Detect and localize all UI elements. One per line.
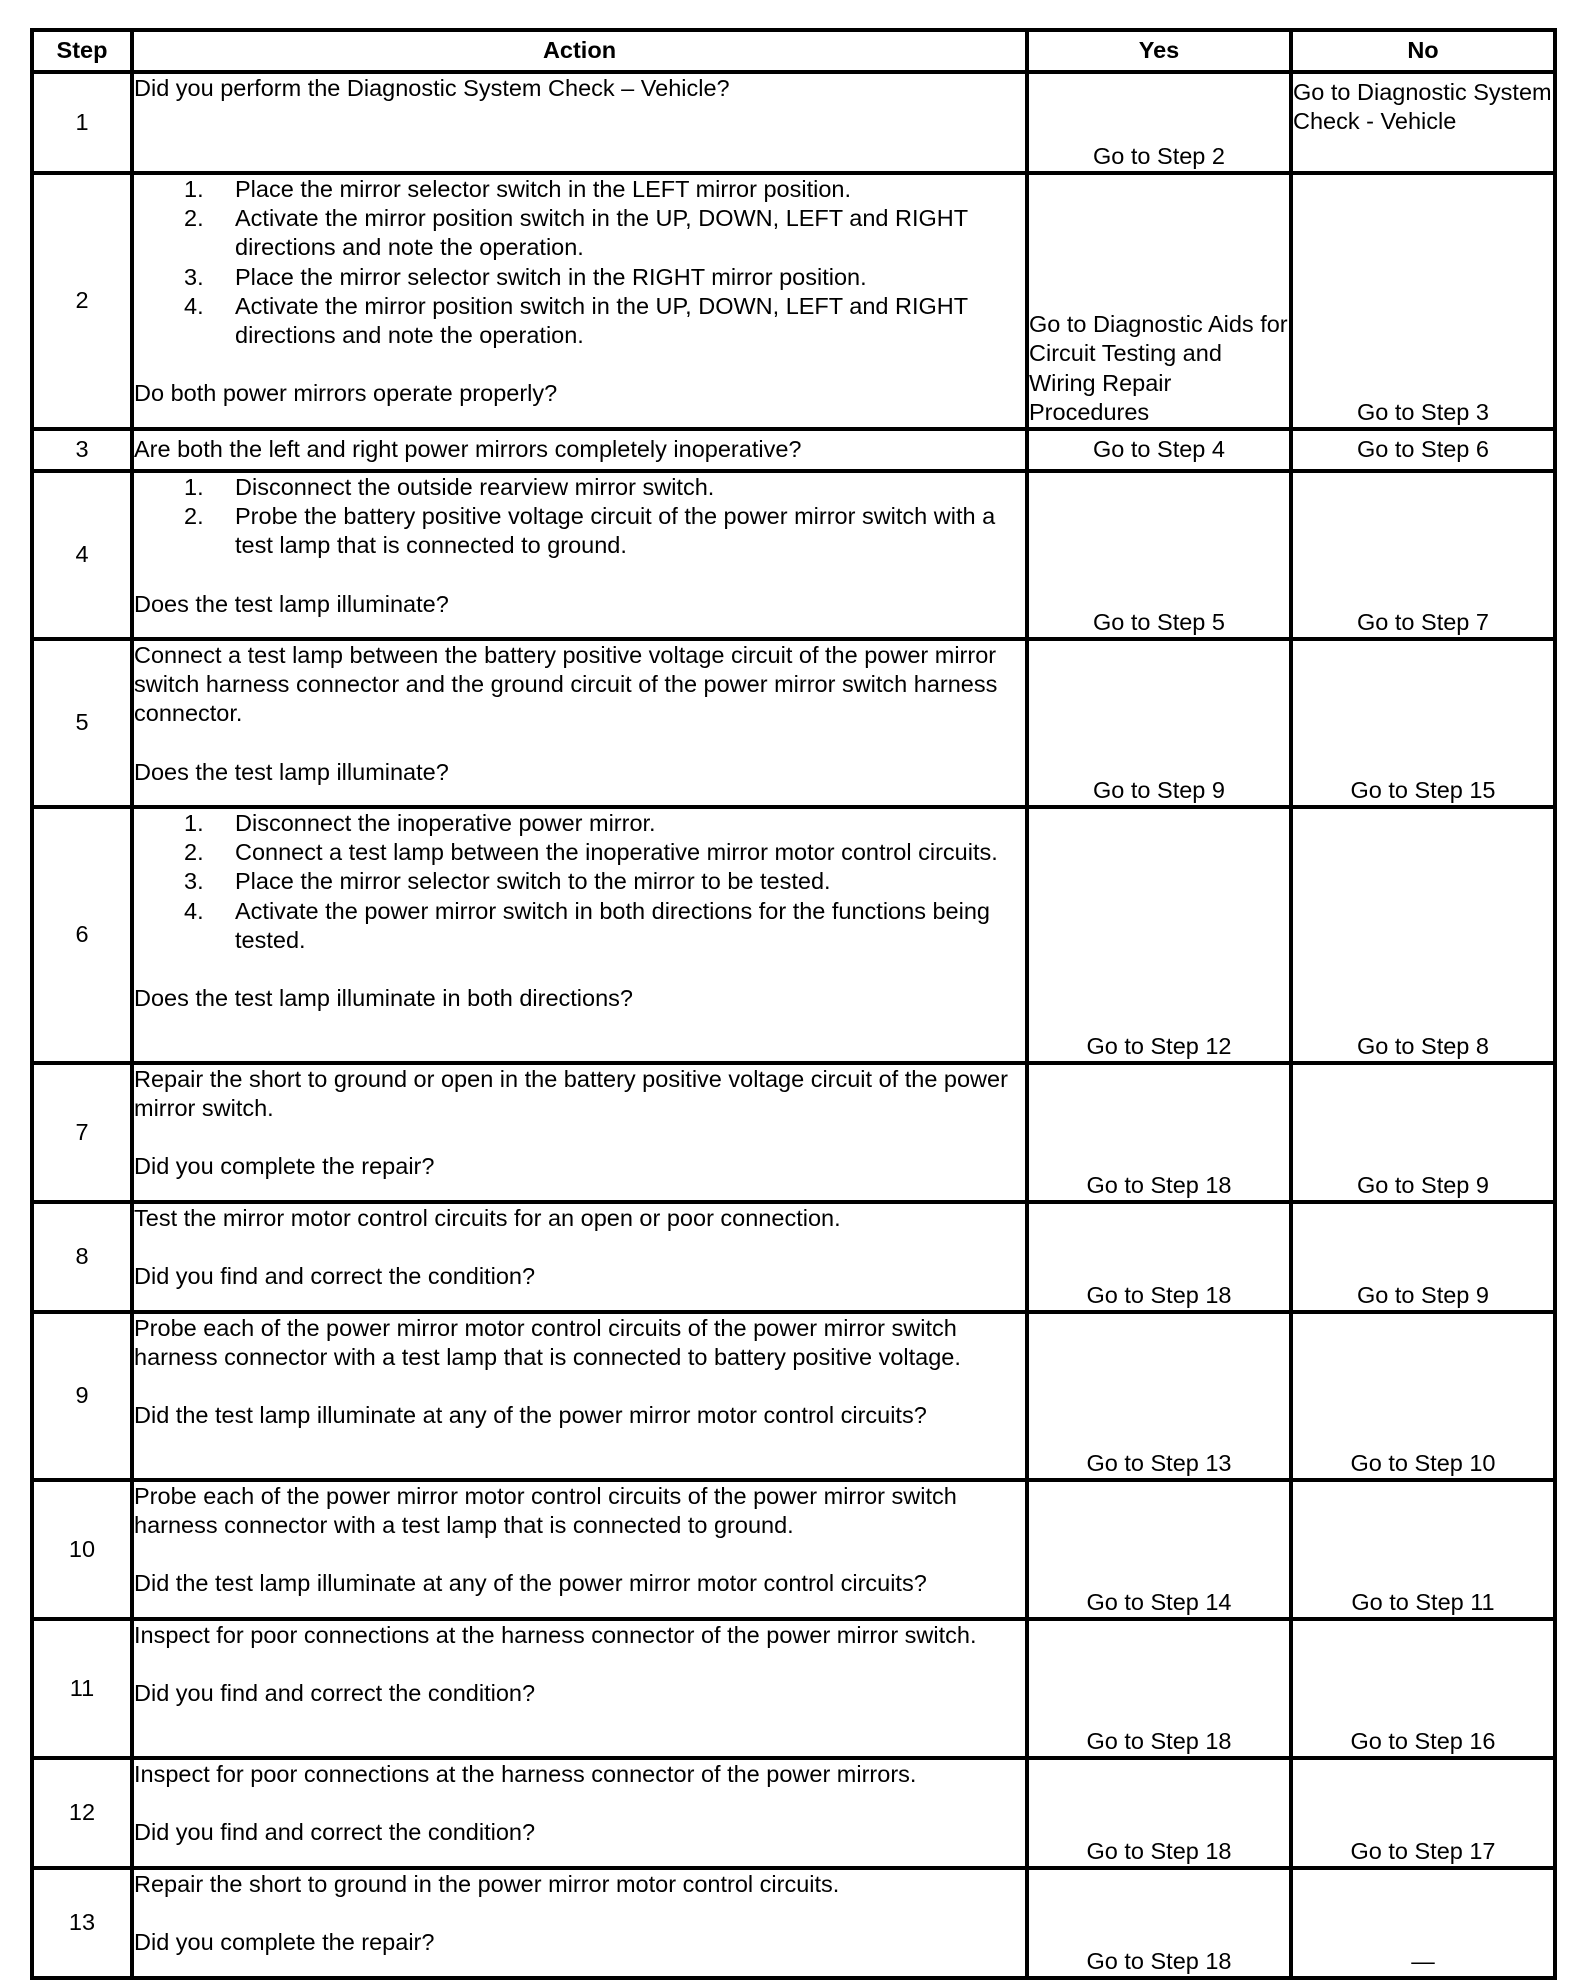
yes-cell: Go to Step 5 bbox=[1027, 471, 1291, 639]
table-row bbox=[32, 173, 1555, 429]
action-question: Does the test lamp illuminate in both directions? bbox=[134, 985, 633, 1012]
table-row bbox=[32, 429, 1555, 471]
action-cell bbox=[132, 639, 1027, 807]
step-number: 1 bbox=[32, 72, 132, 173]
table-row bbox=[32, 1619, 1555, 1758]
action-text: Connect a test lamp between the battery positive voltage circuit of the power mirror switch harness connector and the ground circuit of the power mirror switch harness connector. bbox=[134, 642, 998, 727]
action-text: Test the mirror motor control circuits for an open or poor connection. bbox=[134, 1205, 841, 1231]
table-row bbox=[32, 1868, 1555, 1978]
header-action: Action bbox=[132, 30, 1027, 72]
no-cell: Go to Step 11 bbox=[1291, 1480, 1555, 1619]
action-text: Inspect for poor connections at the harness connector of the power mirror switch. bbox=[134, 1622, 977, 1648]
action-cell bbox=[132, 1868, 1027, 1978]
yes-cell: Go to Step 14 bbox=[1027, 1480, 1291, 1619]
action-cell bbox=[132, 429, 1027, 471]
action-text: Repair the short to ground in the power mirror motor control circuits. bbox=[134, 1871, 840, 1897]
action-question: Did you find and correct the condition? bbox=[134, 1263, 536, 1290]
no-cell: Go to Diagnostic System Check - Vehicle bbox=[1291, 72, 1555, 173]
action-question: Did you complete the repair? bbox=[134, 1153, 435, 1180]
step-number: 11 bbox=[32, 1619, 132, 1758]
action-steps bbox=[134, 473, 1025, 561]
action-cell bbox=[132, 1758, 1027, 1868]
yes-cell: Go to Step 12 bbox=[1027, 807, 1291, 1063]
action-step: 4. Activate the mirror position switch in the UP, DOWN, LEFT and RIGHT directions and note the operation. bbox=[184, 292, 968, 349]
no-cell: Go to Step 8 bbox=[1291, 807, 1555, 1063]
table-row bbox=[32, 1202, 1555, 1312]
step-number: 10 bbox=[32, 1480, 132, 1619]
action-cell bbox=[132, 1480, 1027, 1619]
action-step: 1. Disconnect the inoperative power mirror. bbox=[184, 810, 656, 836]
step-number: 3 bbox=[32, 429, 132, 471]
action-text: Did you perform the Diagnostic System Check – Vehicle? bbox=[134, 75, 730, 101]
no-cell: Go to Step 3 bbox=[1291, 173, 1555, 429]
action-question: Does the test lamp illuminate? bbox=[134, 758, 449, 785]
no-cell: Go to Step 16 bbox=[1291, 1619, 1555, 1758]
action-steps bbox=[134, 809, 1025, 955]
action-text: Repair the short to ground or open in the battery positive voltage circuit of the power mirror switch. bbox=[134, 1066, 1008, 1122]
yes-cell: Go to Step 2 bbox=[1027, 72, 1291, 173]
step-number: 12 bbox=[32, 1758, 132, 1868]
action-cell bbox=[132, 1619, 1027, 1758]
action-cell bbox=[132, 1202, 1027, 1312]
table-row bbox=[32, 1480, 1555, 1619]
action-cell bbox=[132, 471, 1027, 639]
yes-cell: Go to Step 18 bbox=[1027, 1758, 1291, 1868]
yes-cell: Go to Step 18 bbox=[1027, 1063, 1291, 1202]
action-step: 4. Activate the power mirror switch in both directions for the functions being tested. bbox=[184, 897, 990, 953]
no-cell: Go to Step 9 bbox=[1291, 1202, 1555, 1312]
action-steps bbox=[134, 175, 1025, 350]
step-number: 2 bbox=[32, 173, 132, 429]
step-number: 9 bbox=[32, 1312, 132, 1480]
yes-cell: Go to Step 4 bbox=[1027, 429, 1291, 471]
action-step: 3. Place the mirror selector switch in the RIGHT mirror position. bbox=[184, 263, 867, 290]
action-question: Did you complete the repair? bbox=[134, 1929, 435, 1956]
header-step: Step bbox=[32, 30, 132, 72]
action-text: Inspect for poor connections at the harness connector of the power mirrors. bbox=[134, 1761, 917, 1787]
table-row bbox=[32, 1063, 1555, 1202]
action-step: 1. Place the mirror selector switch in the LEFT mirror position. bbox=[184, 176, 851, 202]
action-cell bbox=[132, 1063, 1027, 1202]
table-row bbox=[32, 1312, 1555, 1480]
yes-cell: Go to Step 18 bbox=[1027, 1868, 1291, 1978]
no-cell: Go to Step 6 bbox=[1291, 429, 1555, 471]
step-number: 8 bbox=[32, 1202, 132, 1312]
no-cell: Go to Step 9 bbox=[1291, 1063, 1555, 1202]
action-step: 2. Probe the battery positive voltage circuit of the power mirror switch with a test lamp that is connected to ground. bbox=[184, 503, 996, 559]
no-cell: Go to Step 7 bbox=[1291, 471, 1555, 639]
yes-cell: Go to Step 13 bbox=[1027, 1312, 1291, 1480]
table-row bbox=[32, 639, 1555, 807]
header-row bbox=[32, 30, 1555, 72]
action-cell bbox=[132, 173, 1027, 429]
yes-cell: Go to Step 18 bbox=[1027, 1202, 1291, 1312]
yes-cell: Go to Step 9 bbox=[1027, 639, 1291, 807]
table-row bbox=[32, 72, 1555, 173]
no-cell: Go to Step 10 bbox=[1291, 1312, 1555, 1480]
no-cell: — bbox=[1291, 1868, 1555, 1978]
action-question: Does the test lamp illuminate? bbox=[134, 590, 449, 617]
action-cell bbox=[132, 807, 1027, 1063]
action-question: Did the test lamp illuminate at any of the power mirror motor control circuits? bbox=[134, 1570, 927, 1597]
action-text: Probe each of the power mirror motor control circuits of the power mirror switch harness connector with a test lamp that is connected to battery positive voltage. bbox=[134, 1315, 961, 1371]
action-text: Are both the left and right power mirrors completely inoperative? bbox=[134, 436, 802, 463]
action-step: 1. Disconnect the outside rearview mirror switch. bbox=[184, 474, 715, 500]
yes-cell: Go to Diagnostic Aids for Circuit Testing and Wiring Repair Procedures bbox=[1027, 173, 1291, 429]
header-yes: Yes bbox=[1027, 30, 1291, 72]
step-number: 7 bbox=[32, 1063, 132, 1202]
table-row bbox=[32, 1758, 1555, 1868]
step-number: 6 bbox=[32, 807, 132, 1063]
diagnostic-table bbox=[30, 28, 1557, 1980]
action-step: 2. Activate the mirror position switch in the UP, DOWN, LEFT and RIGHT directions and note the operation. bbox=[184, 205, 968, 261]
table-row bbox=[32, 471, 1555, 639]
step-number: 13 bbox=[32, 1868, 132, 1978]
yes-cell: Go to Step 18 bbox=[1027, 1619, 1291, 1758]
action-question: Did the test lamp illuminate at any of the power mirror motor control circuits? bbox=[134, 1402, 927, 1429]
table-row bbox=[32, 807, 1555, 1063]
action-cell bbox=[132, 1312, 1027, 1480]
no-cell: Go to Step 17 bbox=[1291, 1758, 1555, 1868]
action-question: Did you find and correct the condition? bbox=[134, 1680, 536, 1707]
action-cell bbox=[132, 72, 1027, 173]
step-number: 5 bbox=[32, 639, 132, 807]
action-question: Did you find and correct the condition? bbox=[134, 1819, 536, 1846]
action-question: Do both power mirrors operate properly? bbox=[134, 380, 558, 407]
no-cell: Go to Step 15 bbox=[1291, 639, 1555, 807]
step-number: 4 bbox=[32, 471, 132, 639]
header-no: No bbox=[1291, 30, 1555, 72]
action-step: 3. Place the mirror selector switch to the mirror to be tested. bbox=[184, 868, 831, 895]
action-text: Probe each of the power mirror motor control circuits of the power mirror switch harness connector with a test lamp that is connected to ground. bbox=[134, 1483, 957, 1539]
action-step: 2. Connect a test lamp between the inoperative mirror motor control circuits. bbox=[184, 839, 998, 866]
